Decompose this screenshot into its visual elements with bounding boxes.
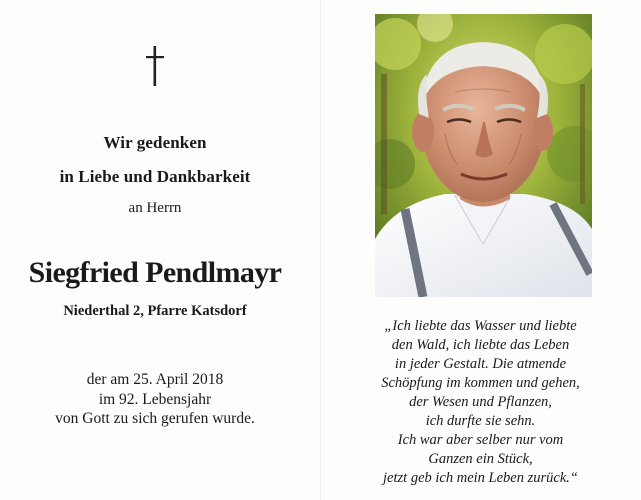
portrait-illustration	[375, 14, 592, 297]
death-date-line: der am 25. April 2018	[86, 371, 224, 388]
card-right-panel	[320, 0, 641, 500]
quote-line-8: Ganzen ein Stück,	[428, 451, 533, 467]
cross-icon	[140, 44, 170, 88]
quote-line-6: ich durfte sie sehn.	[425, 413, 536, 429]
quote-line-2: den Wald, ich liebte das Leben	[391, 337, 570, 353]
salutation: an Herrn	[128, 200, 182, 216]
quote-line-7: Ich war aber selber nur vom	[397, 432, 564, 448]
quote-line-3: in jeder Gestalt. Die atmende	[394, 356, 567, 372]
quote-line-9: jetzt geb ich mein Leben zurück.“	[383, 470, 578, 486]
quote-line-1: „Ich liebte das Wasser und liebte	[384, 318, 577, 334]
deceased-name: Siegfried Pendlmayr	[28, 256, 282, 289]
portrait-photo	[375, 14, 592, 297]
address: Niederthal 2, Pfarre Katsdorf	[63, 303, 247, 319]
age-line: im 92. Lebensjahr	[98, 391, 212, 408]
heading-line-2: in Liebe und Dankbarkeit	[59, 167, 251, 186]
heading-line-1: Wir gedenken	[103, 133, 207, 152]
card-left-panel	[0, 0, 320, 500]
quote-line-4: Schöpfung im kommen und gehen,	[381, 375, 580, 391]
passing-line: von Gott zu sich gerufen wurde.	[55, 410, 255, 427]
quote-line-5: der Wesen und Pflanzen,	[409, 394, 552, 410]
